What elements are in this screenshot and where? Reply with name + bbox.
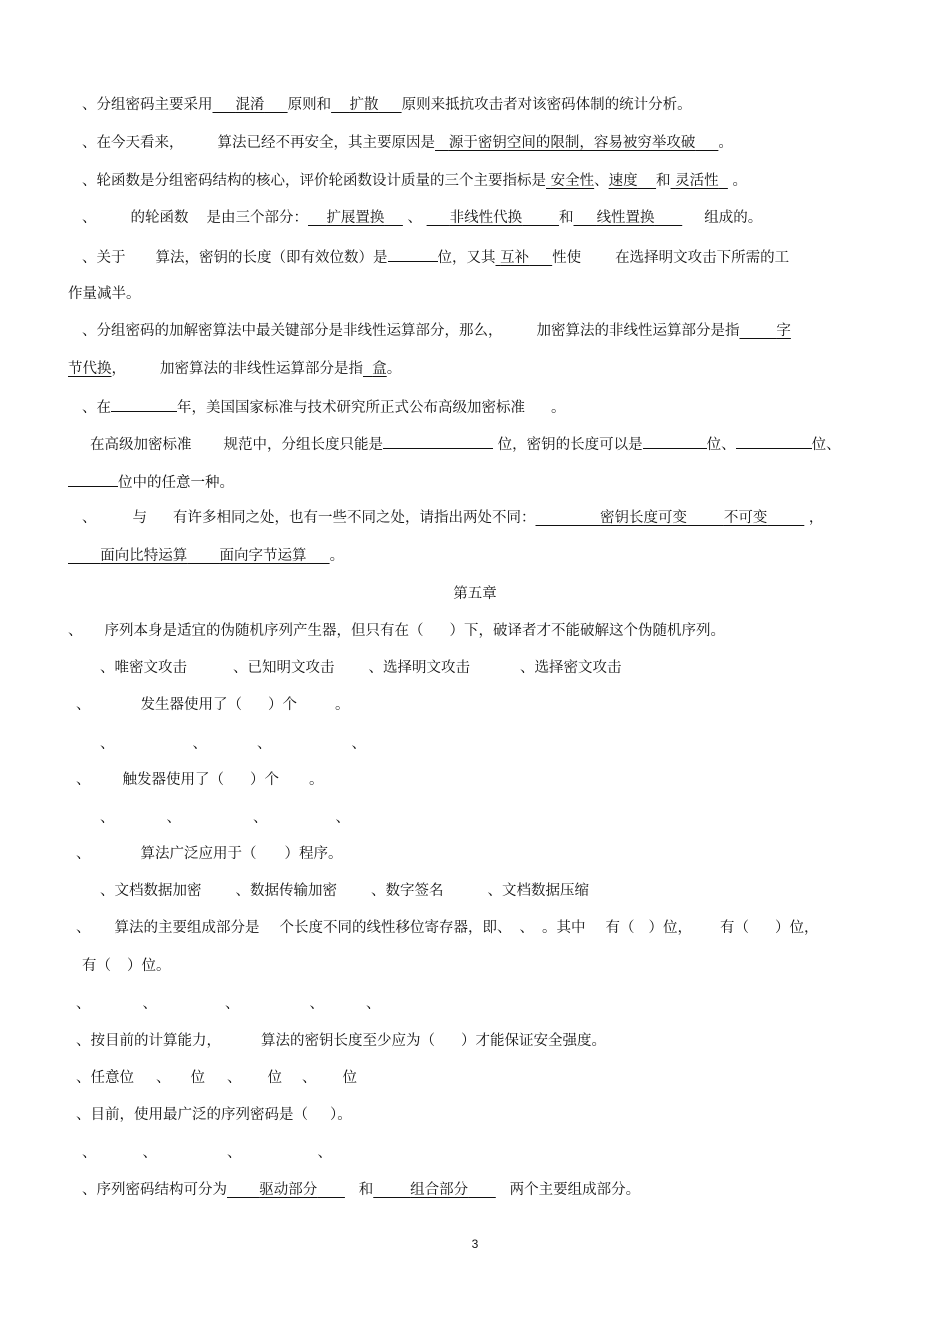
fill-question-3: 、轮函数是分组密码结构的核心，评价轮函数设计质量的三个主要指标是 安全性、速度 和 灵活性 。 <box>82 173 747 189</box>
choice-question-1: 、 序列本身是适宜的伪随机序列产生器，但只有在（ ）下，破译者才不能破解这个伪随机序列。 <box>68 623 725 639</box>
answer-blank: 线性置换 <box>596 210 655 226</box>
fill-question-5: 、关于 算法，密钥的长度（即有效位数）是 位，又其 互补 性使 在选择明文攻击下所需的工 <box>82 246 789 268</box>
choice-question-4: 、 算法广泛应用于（ ）程序。 <box>76 846 343 862</box>
fill-question-6-cont: 节代换， 加密算法的非线性运算部分是指 盒。 <box>68 361 402 377</box>
answer-blank <box>68 471 118 487</box>
answer-blank: 速度 <box>608 173 638 189</box>
choice-question-6-options: 、任意位 、 位 、 位 、 位 <box>76 1070 357 1086</box>
answer-blank: 字 <box>776 323 791 339</box>
answer-blank <box>736 433 812 449</box>
fill-question-7: 、在 年，美国国家标准与技术研究所正式公布高级加密标准 。 <box>82 396 566 418</box>
answer-blank: 盒 <box>372 361 387 377</box>
fill-question-8-cont: 位中的任意一种。 <box>68 471 234 493</box>
chapter-title: 第五章 <box>453 586 497 602</box>
answer-blank: 面向比特运算 面向字节运算 <box>100 548 307 564</box>
fill-question-8: 在高级加密标准 规范中，分组长度只能是 位，密钥的长度可以是 位、 位、 <box>90 433 841 455</box>
page-number: 3 <box>471 1237 479 1251</box>
answer-blank: 扩展置换 <box>326 210 385 226</box>
answer-blank: 节代换 <box>68 361 112 377</box>
answer-blank: 密钥长度可变 不可变 <box>600 510 768 526</box>
choice-question-2: 、 发生器使用了（ ）个 。 <box>76 697 350 713</box>
fill-question-9: 、 与 有许多相同之处，也有一些不同之处，请指出两处不同： 密钥长度可变 不可变 ， <box>82 510 824 526</box>
choice-question-3-options: 、 、 、 、 <box>100 810 350 826</box>
answer-blank: 灵活性 <box>675 173 719 189</box>
choice-question-5-options: 、 、 、 、 、 <box>76 996 381 1012</box>
choice-question-3: 、 触发器使用了（ ）个 。 <box>76 772 324 788</box>
fill-question-10: 、序列密码结构可分为 驱动部分 和 组合部分 两个主要组成部分。 <box>82 1182 641 1198</box>
answer-blank: 混淆 <box>235 97 265 113</box>
answer-blank: 互补 <box>500 250 530 266</box>
fill-question-4: 、 的轮函数 是由三个部分： 扩展置换 、 非线性代换 和 线性置换 组成的。 <box>82 210 763 226</box>
choice-question-5: 、 算法的主要组成部分是 个长度不同的线性移位寄存器，即、 、 。其中 有（ ）位， 有（ ）位， <box>76 920 819 936</box>
answer-blank: 非线性代换 <box>449 210 523 226</box>
fill-question-1: 、分组密码主要采用 混淆 原则和 扩散 原则来抵抗攻击者对该密码体制的统计分析。 <box>82 97 692 113</box>
answer-blank: 扩散 <box>349 97 379 113</box>
choice-question-1-options: 、唯密文攻击 、已知明文攻击 、选择明文攻击 、选择密文攻击 <box>100 660 622 676</box>
answer-blank: 源于密钥空间的限制，容易被穷举攻破 <box>448 135 696 151</box>
answer-blank: 驱动部分 <box>259 1182 318 1198</box>
answer-blank <box>111 396 177 412</box>
choice-question-7-options: 、 、 、 、 <box>82 1145 332 1161</box>
choice-question-7: 、目前，使用最广泛的序列密码是（ ）。 <box>76 1107 352 1123</box>
answer-blank <box>388 246 438 262</box>
fill-question-6: 、分组密码的加解密算法中最关键部分是非线性运算部分，那么， 加密算法的非线性运算部分是指 字 <box>82 323 791 339</box>
fill-question-5-cont: 作量减半。 <box>68 286 141 302</box>
answer-blank: 组合部分 <box>410 1182 469 1198</box>
choice-question-5-cont: 有（ ）位。 <box>82 958 171 974</box>
answer-blank: 安全性 <box>550 173 595 189</box>
answer-blank <box>643 433 707 449</box>
choice-question-2-options: 、 、 、 、 <box>100 736 366 752</box>
choice-question-6: 、按目前的计算能力， 算法的密钥长度至少应为（ ）才能保证安全强度。 <box>76 1033 606 1049</box>
answer-blank <box>383 433 493 449</box>
fill-question-9-cont: 面向比特运算 面向字节运算 。 <box>68 546 344 566</box>
choice-question-4-options: 、文档数据加密 、数据传输加密 、数字签名 、文档数据压缩 <box>100 883 589 899</box>
fill-question-2: 、在今天看来， 算法已经不再安全，其主要原因是 源于密钥空间的限制，容易被穷举攻破 。 <box>82 135 733 151</box>
